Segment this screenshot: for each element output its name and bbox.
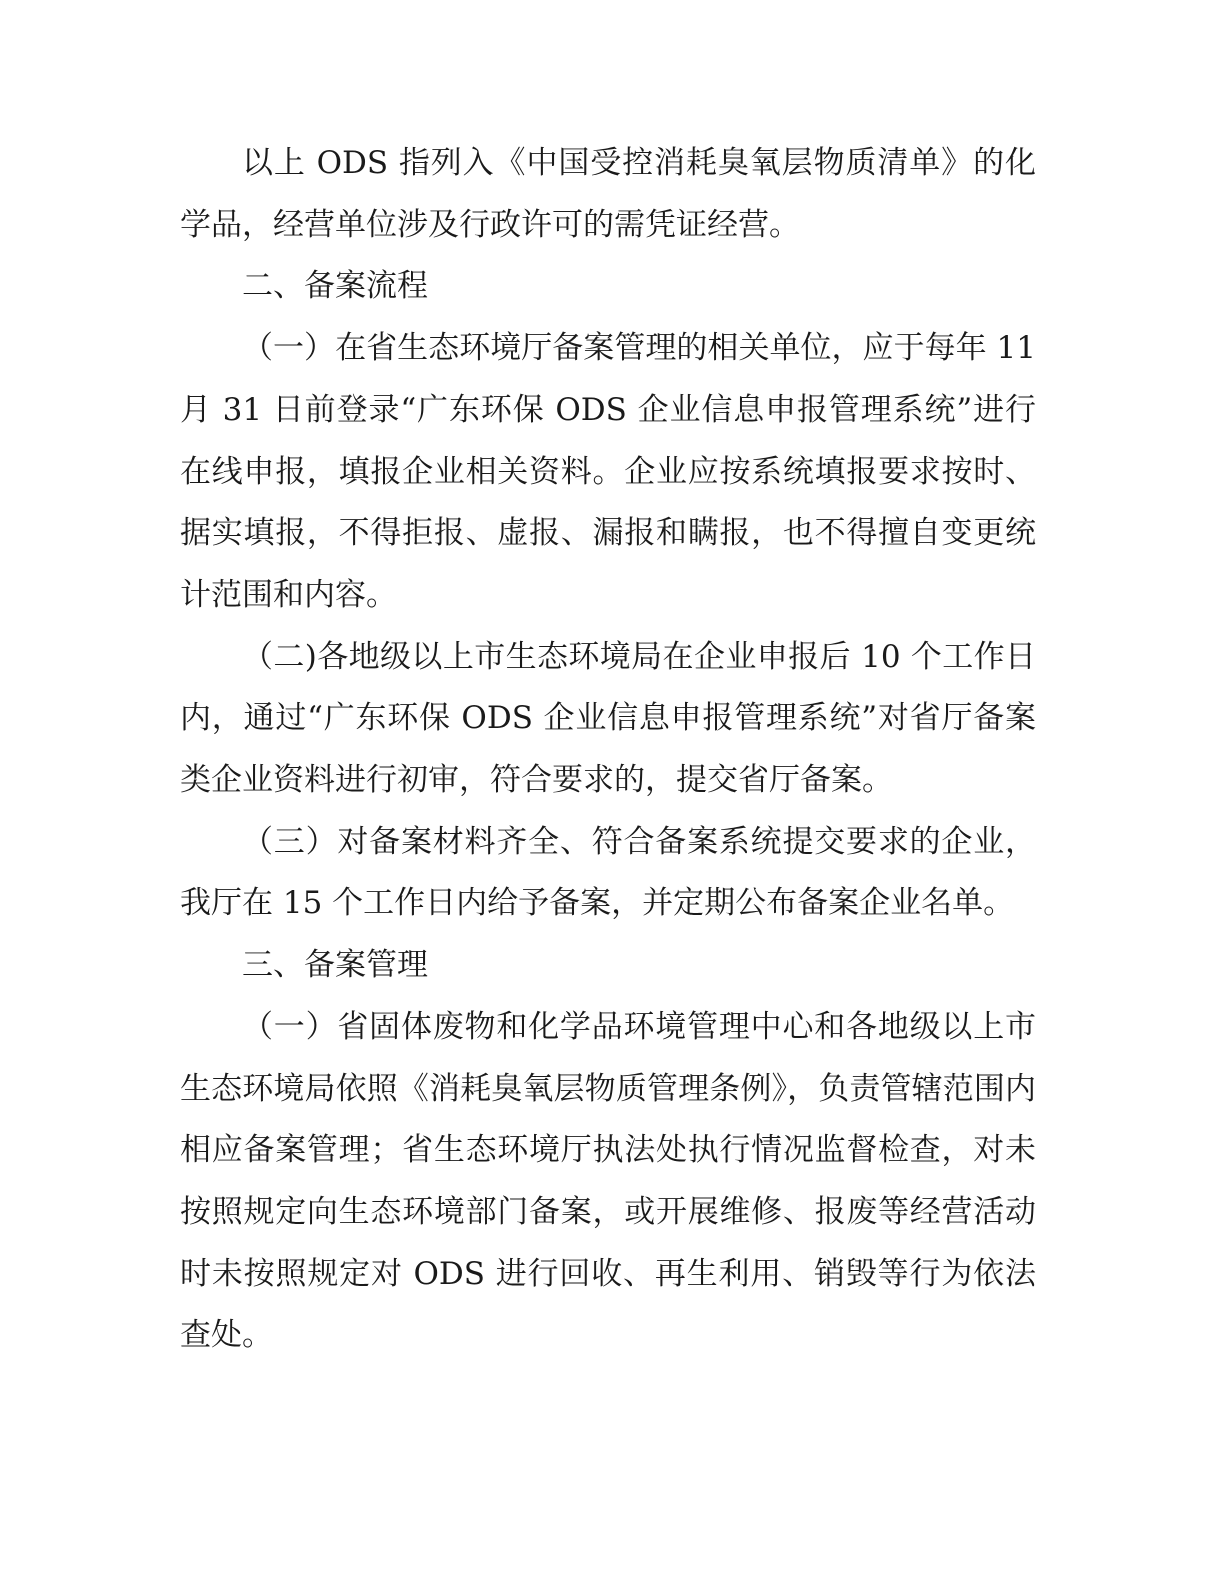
paragraph-ods-definition: 以上 ODS 指列入《中国受控消耗臭氧层物质清单》的化学品，经营单位涉及行政许可的需凭证经营。 (180, 145, 1036, 243)
paragraph-process-step-2: （二)各地级以上市生态环境局在企业申报后 10 个工作日内，通过“广东环保 ODS 企业信息申报管理系统”对省厅备案类企业资料进行初审，符合要求的，提交省厅备案。 (180, 638, 1036, 799)
section-heading-filing-management: 三、备案管理 (242, 947, 428, 984)
section-heading-filing-process: 二、备案流程 (242, 268, 428, 305)
paragraph-management-step-1: （一）省固体废物和化学品环境管理中心和各地级以上市生态环境局依照《消耗臭氧层物质管理条例》，负责管辖范围内相应备案管理；省生态环境厅执法处执行情况监督检查，对未按照规定向生态环境部门备案，或开展维修、报废等经营活动时未按照规定对 ODS 进行回收、再生利用、销毁等行为依法查处。 (180, 1008, 1036, 1354)
paragraph-process-step-3: （三）对备案材料齐全、符合备案系统提交要求的企业，我厅在 15 个工作日内给予备案，并定期公布备案企业名单。 (180, 823, 1036, 922)
paragraph-process-step-1: （一）在省生态环境厅备案管理的相关单位，应于每年 11 月 31 日前登录“广东环保 ODS 企业信息申报管理系统”进行在线申报，填报企业相关资料。企业应按系统填报要求按时、据实填报，不得拒报、虚报、漏报和瞒报，也不得擅自变更统计范围和内容。 (180, 330, 1036, 613)
document-body (180, 133, 1036, 1367)
